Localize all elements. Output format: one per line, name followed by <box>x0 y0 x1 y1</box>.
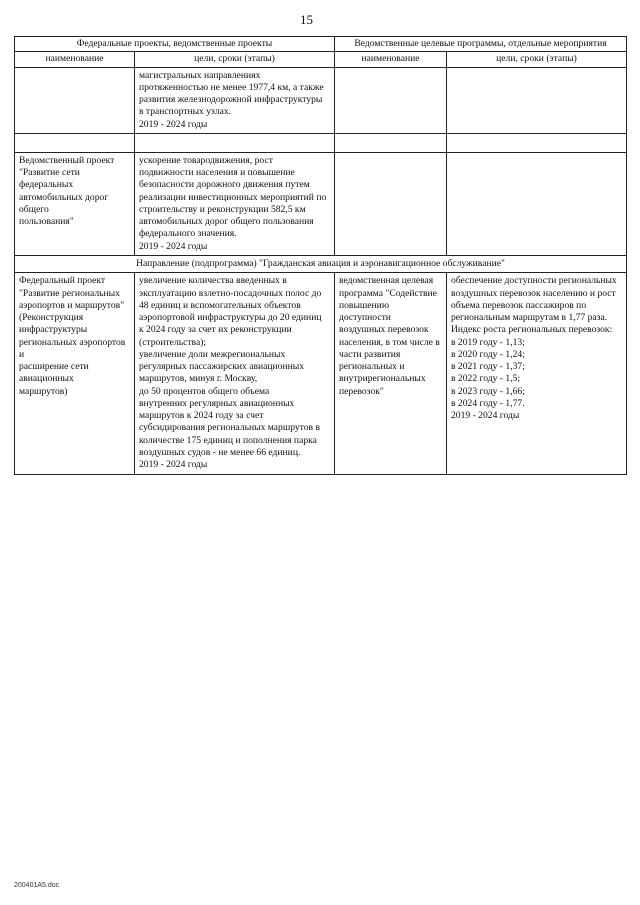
header-columns-row <box>15 52 627 67</box>
text-line: количестве 175 единиц и пополнения парка <box>139 434 317 446</box>
header-goals-left: цели, сроки (этапы) <box>135 52 335 67</box>
table-row <box>15 152 627 255</box>
text-line: маршрутов) <box>19 385 68 397</box>
text-line: 2019 - 2024 годы <box>139 240 208 252</box>
text-line: программа "Содействие <box>339 287 437 299</box>
text-line: увеличение доли межрегиональных <box>139 348 286 360</box>
text-line: региональных и <box>339 361 405 373</box>
text-line: маршрутов, минуя г. Москву, <box>139 373 258 385</box>
text-line: внутрирегиональных <box>339 373 426 385</box>
text-line: в транспортных узлах. <box>139 106 232 118</box>
cell-spacer <box>447 133 627 152</box>
cell-name <box>15 67 135 133</box>
cell-spacer <box>15 133 135 152</box>
text-line: в 2021 году - 1,37; <box>451 361 525 373</box>
cell-prog-name <box>335 67 447 133</box>
cell-goals <box>135 152 335 255</box>
text-line: протяженностью не менее 1977,4 км, а также <box>139 81 324 93</box>
section-title: Направление (подпрограмма) "Гражданская авиация и аэронавигационное обслуживание" <box>15 255 627 272</box>
text-line: развития железнодорожной инфраструктуры <box>139 94 323 106</box>
text-line: региональных аэропортов и <box>19 336 126 360</box>
cell-goals <box>135 273 335 474</box>
header-name-left: наименование <box>15 52 135 67</box>
text-line: маршрутов к 2024 году за счет <box>139 410 264 422</box>
table-row <box>15 273 627 474</box>
text-line: строительству и реконструкции 582,5 км <box>139 203 306 215</box>
text-line: к 2024 году за счет их реконструкции <box>139 324 292 336</box>
text-line: подвижности населения и повышение <box>139 167 295 179</box>
cell-prog-goals <box>447 67 627 133</box>
text-line: до 50 процентов общего объема <box>139 385 270 397</box>
header-federal-projects: Федеральные проекты, ведомственные проекты <box>15 37 335 52</box>
header-group-row <box>15 37 627 52</box>
cell-spacer <box>335 133 447 152</box>
text-line: обеспечение доступности региональных <box>451 275 617 287</box>
header-departmental-programs: Ведомственные целевые программы, отдельные мероприятия <box>335 37 627 52</box>
programs-table <box>14 36 627 475</box>
text-line: воздушных перевозок населению и рост <box>451 287 616 299</box>
text-line: 2019 - 2024 годы <box>139 459 208 471</box>
cell-prog-name <box>335 152 447 255</box>
text-line: 48 единиц и вспомогательных объектов <box>139 299 301 311</box>
text-line: 2019 - 2024 годы <box>451 410 520 422</box>
cell-spacer <box>135 133 335 152</box>
document-filename: 200401A5.doc <box>14 882 60 889</box>
cell-name <box>15 273 135 474</box>
header-goals-right: цели, сроки (этапы) <box>447 52 627 67</box>
text-line: увеличение количества введенных в <box>139 275 287 287</box>
text-line: ускорение товародвижения, рост <box>139 154 273 166</box>
text-line: в 2019 году - 1,13; <box>451 336 525 348</box>
cell-name <box>15 152 135 255</box>
text-line: воздушных судов - не менее 66 единиц. <box>139 446 301 458</box>
text-line: в 2022 году - 1,5; <box>451 373 521 385</box>
cell-prog-goals <box>447 273 627 474</box>
section-row <box>15 255 627 272</box>
text-line: расширение сети авиационных <box>19 361 89 385</box>
text-line: "Развитие сети федеральных <box>19 167 80 191</box>
text-line: (Реконструкция <box>19 312 84 324</box>
text-line: автомобильных дорог общего пользования <box>139 216 314 228</box>
text-line: "Развитие региональных <box>19 287 120 299</box>
text-line: (строительства); <box>139 336 207 348</box>
cell-prog-goals <box>447 152 627 255</box>
text-line: безопасности дорожного движения путем <box>139 179 310 191</box>
text-line: объема перевозок пассажиров по <box>451 299 587 311</box>
text-line: в 2024 году - 1,77. <box>451 397 525 409</box>
text-line: в 2020 году - 1,24; <box>451 348 525 360</box>
text-line: Индекс роста региональных перевозок: <box>451 324 613 336</box>
text-line: автомобильных дорог общего <box>19 191 109 215</box>
text-line: регулярных пассажирских авиационных <box>139 361 304 373</box>
text-line: эксплуатацию взлетно-посадочных полос до <box>139 287 322 299</box>
cell-prog-name <box>335 273 447 474</box>
text-line: субсидирования региональных маршрутов в <box>139 422 320 434</box>
text-line: региональным маршрутам в 1,77 раза. <box>451 312 608 324</box>
text-line: инфраструктуры <box>19 324 88 336</box>
text-line: аэропортов и маршрутов" <box>19 299 125 311</box>
text-line: перевозок" <box>339 385 384 397</box>
text-line: пользования" <box>19 216 74 228</box>
text-line: в 2023 году - 1,66; <box>451 385 525 397</box>
text-line: реализации инвестиционных мероприятий по <box>139 191 327 203</box>
text-line: Федеральный проект <box>19 275 106 287</box>
table-row <box>15 133 627 152</box>
text-line: Ведомственный проект <box>19 154 115 166</box>
cell-goals <box>135 67 335 133</box>
text-line: повышению доступности <box>339 299 391 324</box>
text-line: аэропортовой инфраструктуры до 20 единиц <box>139 312 322 324</box>
text-line: внутренних регулярных авиационных <box>139 397 295 409</box>
text-line: ведомственная целевая <box>339 275 434 287</box>
table-row <box>15 67 627 133</box>
text-line: 2019 - 2024 годы <box>139 118 208 130</box>
text-line: магистральных направлениях <box>139 69 261 81</box>
text-line: воздушных перевозок <box>339 324 429 336</box>
header-name-right: наименование <box>335 52 447 67</box>
page-number: 15 <box>300 12 313 27</box>
text-line: федерального значения. <box>139 228 237 240</box>
text-line: части развития <box>339 348 401 360</box>
text-line: населения, в том числе в <box>339 336 440 348</box>
